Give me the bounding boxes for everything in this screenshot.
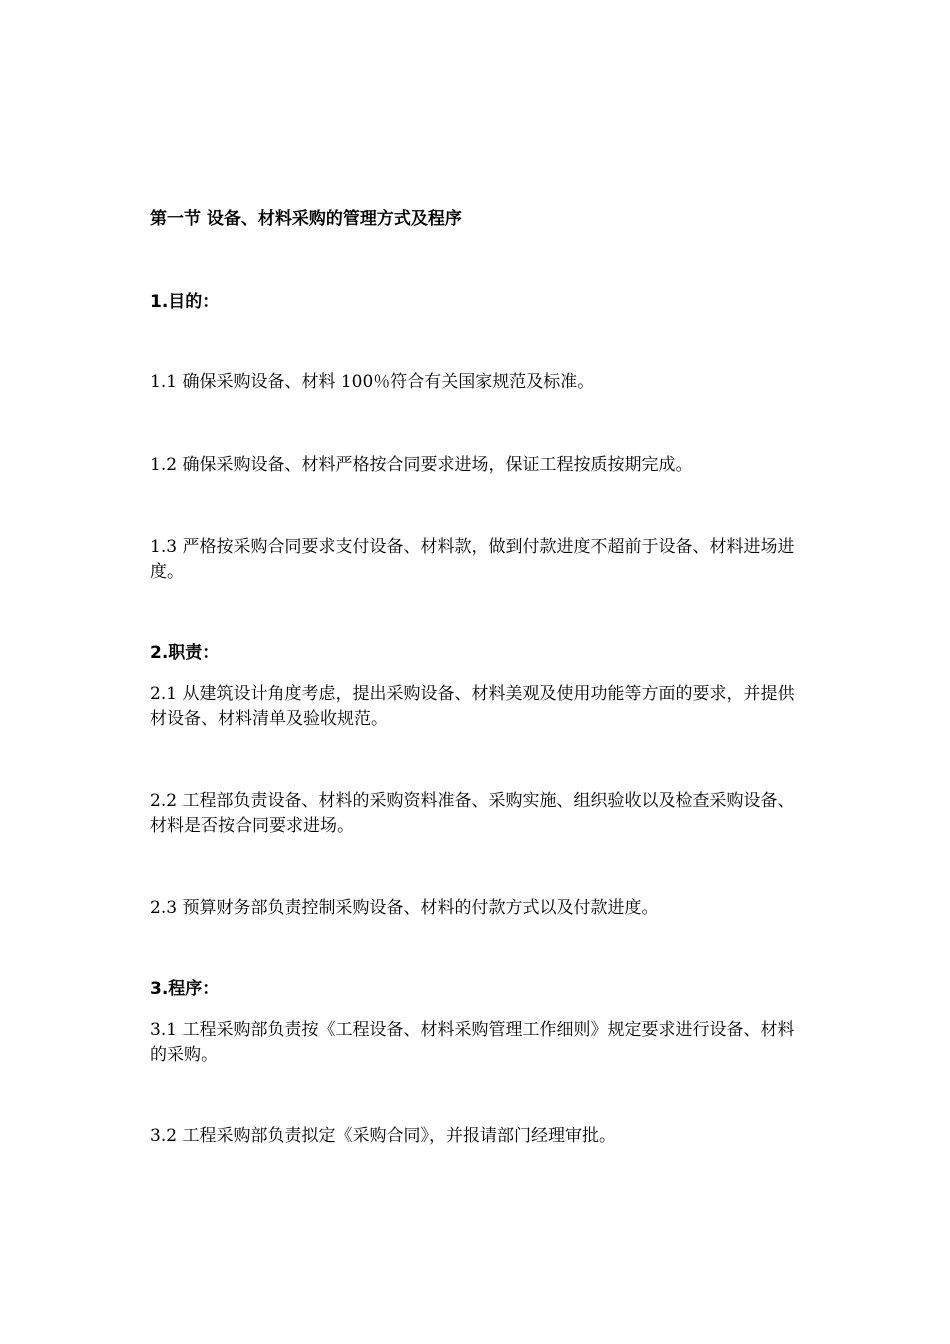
paragraph-1-2: 1.2 确保采购设备、材料严格按合同要求进场，保证工程按质按期完成。 [150,455,693,475]
heading-responsibilities: 2.职责： [150,643,220,663]
heading-procedure: 3.程序： [150,979,220,999]
paragraph-2-1: 2.1 从建筑设计角度考虑，提出采购设备、材料美观及使用功能等方面的要求，并提供材设备、材料清单及验收规范。 [150,684,795,729]
paragraph-2-3: 2.3 预算财务部负责控制采购设备、材料的付款方式以及付款进度。 [150,898,659,918]
paragraph-2-2: 2.2 工程部负责设备、材料的采购资料准备、采购实施、组织验收以及检查采购设备、材料是否按合同要求进场。 [150,791,795,836]
section-title: 第一节 设备、材料采购的管理方式及程序 [150,209,462,229]
paragraph-1-3: 1.3 严格按采购合同要求支付设备、材料款，做到付款进度不超前于设备、材料进场进度。 [150,537,795,582]
paragraph-3-1: 3.1 工程采购部负责按《工程设备、材料采购管理工作细则》规定要求进行设备、材料的采购。 [150,1020,795,1065]
paragraph-3-2: 3.2 工程采购部负责拟定《采购合同》，并报请部门经理审批。 [150,1126,616,1146]
paragraph-1-1: 1.1 确保采购设备、材料 100％符合有关国家规范及标准。 [150,372,595,392]
heading-purpose: 1.目的： [150,292,220,312]
